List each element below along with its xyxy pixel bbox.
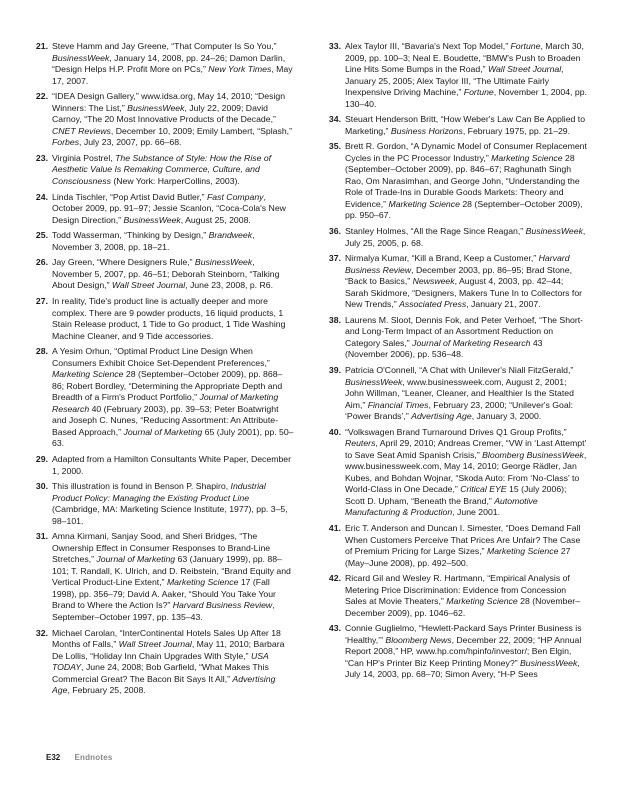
citation-text: (Cambridge, MA: Marketing Science Institute, 1977), pp. 3–5, 98–101. xyxy=(52,504,288,526)
citation-text: , October 2009, pp. 91–97; Jessie Scanlon, “Coca-Cola's New Design Direction,” xyxy=(52,191,286,225)
citation-text: , February 1975, pp. 21–29. xyxy=(462,125,571,136)
citation-source: Associated Press xyxy=(399,299,467,310)
citation-text: 65 (July 2001), pp. 50–63. xyxy=(52,426,294,449)
citation-source: The Substance of Style: How the Rise of Aesthetic Value Is Remaking Commerce, Culture, and Consciousness xyxy=(52,152,272,186)
endnote-text xyxy=(345,114,585,136)
citation-text: In reality, Tide's product line is actually deeper and more complex. There are 9 powder products, 16 liquid products, 1 Stain Release product, 1 Tide to Go product, 1 Tide Washing Machine Cleaner, and 9 Tide accessories. xyxy=(52,296,286,341)
citation-source: Financial Times xyxy=(367,399,429,410)
citation-source: Reuters xyxy=(345,438,376,449)
endnote xyxy=(319,114,587,137)
citation-source: CNET Reviews xyxy=(52,125,111,136)
citation-source: Industrial Product Policy: Managing the Existing Product Line xyxy=(52,481,266,503)
endnote xyxy=(319,253,587,311)
citation-text: Steve Hamm and Jay Greene, “That Computer Is So You,” xyxy=(52,41,277,51)
endnote xyxy=(319,315,587,361)
citation-source: Journal of Marketing Research xyxy=(412,337,531,348)
citation-source: New York Times xyxy=(208,64,272,74)
endnote-number: 21. xyxy=(35,41,48,51)
endnote xyxy=(319,141,587,222)
citation-text: , December 10, 2009; Emily Lambert, “Splash,” xyxy=(110,125,292,136)
citation-source: Critical EYE xyxy=(460,484,507,495)
left-column xyxy=(26,41,294,701)
endnote xyxy=(26,454,294,477)
citation-text: 40 (February 2003), pp. 39–53; Peter Boatwright and Joseph C. Nunes, “Reducing Assortment: An Attribute-Based Approach,” xyxy=(52,403,279,437)
citation-text: , November 1, 2004, pp. 130–40. xyxy=(345,87,587,109)
citation-text: , June 2001. xyxy=(452,507,501,518)
endnote xyxy=(26,192,294,227)
citation-source: Fast Company xyxy=(207,191,264,202)
endnote xyxy=(26,481,294,527)
citation-source: Bloomberg BusinessWeek xyxy=(482,449,584,460)
endnote-number: 38. xyxy=(328,314,341,325)
right-column xyxy=(319,41,587,685)
citation-text: , August 4, 2003, pp. 42–44; Sarah Skidmore, “Designers, Makers Tune In to Collectors for New Trends,” xyxy=(345,276,583,310)
citation-text: Patricia O'Connell, “A Chat with Unilever's Niall FitzGerald,” xyxy=(345,365,574,376)
citation-text: , January 25, 2005; Alex Taylor III, “The Ultimate Fairly Inexpensive Driving Machine,” xyxy=(345,64,564,97)
endnote-text xyxy=(52,454,291,476)
citation-text: 15 (July 2006); Scott D. Upham, “Beneath the Brand,” xyxy=(345,484,567,506)
citation-text: , January 21, 2007. xyxy=(466,299,541,310)
endnote-number: 30. xyxy=(35,481,48,492)
citation-text: , September–October 1997, pp. 135–43. xyxy=(52,600,275,622)
endnote-text xyxy=(345,523,580,568)
citation-source: Harvard Business Review xyxy=(345,253,570,275)
citation-text: , www.businessweek.com, August 2, 2001; John Willman, “Leaner, Cleaner, and Healthier Is the Stated Aim,” xyxy=(345,376,574,410)
citation-source: BusinessWeek xyxy=(345,376,403,387)
endnote-text xyxy=(52,628,284,696)
citation-text: , February 25, 2008. xyxy=(67,685,146,696)
citation-text: , May 17, 2007. xyxy=(52,64,293,86)
citation-text: Laurens M. Sloot, Dennis Fok, and Peter Verhoef, “The Short- and Long-Term Impact of an Assortment Reduction on Category Sales,” xyxy=(345,314,584,348)
endnote-number: 34. xyxy=(328,114,341,125)
citation-text: , July 22, 2009; David Carnoy, “The 20 Most Innovative Products of the Decade,” xyxy=(52,102,276,125)
endnote-number: 32. xyxy=(35,627,48,638)
citation-source: Fortune xyxy=(510,41,541,51)
citation-text: This illustration is found in Benson P. Shapiro, xyxy=(52,481,231,492)
endnote-text xyxy=(345,365,574,421)
endnote-number: 35. xyxy=(328,141,341,152)
citation-text: Steuart Henderson Britt, “How Weber's Law Can Be Applied to Marketing,” xyxy=(345,114,586,136)
page-number: E32 xyxy=(46,753,61,762)
citation-text: A Yesim Orhun, “Optimal Product Line Design When Consumers Exhibit Choice Set-Dependent Preferences,” xyxy=(52,346,270,368)
endnote-number: 31. xyxy=(35,531,48,542)
endnote xyxy=(26,531,294,623)
endnote-number: 37. xyxy=(328,253,341,264)
endnote-text xyxy=(52,153,271,186)
citation-source: Wall Street Journal xyxy=(111,280,186,291)
endnote-text xyxy=(52,192,286,225)
citation-text: Ricard Gil and Wesley R. Hartmann, “Empirical Analysis of Metering Price Discrimination: Evidence from Concession Sales at Movie Theaters,” xyxy=(345,573,570,607)
citation-text: Eric T. Anderson and Duncan I. Simester, “Does Demand Fall When Customers Perceive That Prices Are Unfair? The Case of Premium Pricing for Large Sizes,” xyxy=(345,523,581,556)
citation-text: Brett R. Gordon, “A Dynamic Model of Consumer Replacement Cycles in the PC Processor Industry,” xyxy=(345,141,587,163)
endnote-text xyxy=(52,346,293,448)
citation-source: Journal of Marketing xyxy=(123,426,203,437)
endnote-number: 25. xyxy=(35,230,48,241)
citation-source: Wall Street Journal xyxy=(487,64,562,74)
endnote xyxy=(319,523,587,569)
citation-text: 28 (September–October 2009), pp. 846–67; Raghunath Singh Rao, Om Narasimhan, and George John, “Understanding the Role of Trade-Ins in Durable Goods Markets: Theory and Evidence,” xyxy=(345,152,580,209)
endnote-text xyxy=(345,253,582,309)
citation-source: Fortune xyxy=(463,87,494,97)
endnote-number: 41. xyxy=(328,523,341,533)
endnote xyxy=(26,346,294,450)
citation-text: , March 30, 2009, pp. 100–3; Neal E. Boudette, “BMW's Push to Broaden Line Hits Some Bumps in the Road,” xyxy=(345,41,584,74)
citation-text: , April 29, 2010; Andreas Cremer, “VW in ‘Last Attempt’ to Save Seat Amid Spanish Crisis,” xyxy=(345,438,587,460)
citation-text: Nirmalya Kumar, “Kill a Brand, Keep a Customer,” xyxy=(345,253,539,264)
citation-text: Adapted from a Hamilton Consultants White Paper, December 1, 2000. xyxy=(52,454,292,476)
citation-source: Newsweek xyxy=(412,276,455,287)
endnote-number: 24. xyxy=(35,191,48,202)
citation-source: Forbes xyxy=(52,137,80,148)
endnote-text xyxy=(52,531,291,622)
endnote xyxy=(26,257,294,292)
citation-text: (New York: HarperCollins, 2003). xyxy=(110,175,240,186)
citation-source: BusinessWeek xyxy=(123,214,181,225)
endnote-number: 23. xyxy=(35,152,48,163)
citation-text: Amna Kirmani, Sanjay Sood, and Sheri Bridges, “The Ownership Effect in Consumer Responses to Brand-Line Stretches,” xyxy=(52,531,271,565)
endnote-text xyxy=(52,257,279,290)
citation-text: Alex Taylor III, “Bavaria's Next Top Model,” xyxy=(345,41,511,51)
citation-source: Bloomberg News xyxy=(385,634,452,645)
endnote-text xyxy=(52,481,288,526)
citation-text: , June 23, 2008, p. R6. xyxy=(185,280,274,291)
citation-text: Michael Carolan, “InterContinental Hotels Sales Up After 18 Months of Falls,” xyxy=(52,627,281,650)
endnote xyxy=(319,623,587,681)
citation-text: 28 (September–October 2009), pp. 868–86; Robert Bordley, “Determining the Appropriate Depth and Breadth of a Firm's Product Portfolio,” xyxy=(52,369,283,403)
citation-text: Todd Wasserman, “Thinking by Design,” xyxy=(52,230,209,241)
citation-text: , November 5, 2007, pp. 46–51; Deborah Steinborn, “Talking About Design,” xyxy=(52,257,280,291)
citation-text: , May 11, 2010; Barbara De Lollis, “Holiday Inn Chain Upgrades With Style,” xyxy=(52,639,285,661)
citation-source: Marketing Science xyxy=(446,596,518,607)
citation-text: Stanley Holmes, “All the Rage Since Reagan,” xyxy=(345,226,526,237)
citation-source: Automotive Manufacturing & Production xyxy=(345,495,538,518)
endnote-number: 40. xyxy=(328,426,341,437)
citation-text: , February 23, 2000; “Unilever's Goal: ‘Power Brands’,” xyxy=(345,399,574,422)
citation-source: Wall Street Journal xyxy=(118,639,192,650)
citation-source: Marketing Science xyxy=(388,198,460,209)
citation-source: Harvard Business Review xyxy=(172,600,273,611)
endnote-number: 28. xyxy=(35,346,48,357)
endnote-text xyxy=(52,296,285,341)
citation-source: Brandweek xyxy=(208,230,253,241)
endnote-number: 39. xyxy=(328,365,341,376)
endnote-text xyxy=(345,226,585,248)
page-footer xyxy=(46,753,113,762)
endnote-number: 36. xyxy=(328,226,341,237)
endnote xyxy=(319,226,587,249)
citation-text: , www.businessweek.com, May 14, 2010; George Rädler, Jan Kubes, and Bohdan Wojnar, “Skoda Auto: From ‘No-Class’ to World-Class in One Decade,” xyxy=(345,449,587,495)
citation-source: BusinessWeek xyxy=(520,657,578,668)
endnote-text xyxy=(345,315,583,360)
endnote xyxy=(319,573,587,619)
citation-source: Advertising Age xyxy=(52,673,276,696)
citation-text: Jay Green, “Where Designers Rule,” xyxy=(52,257,195,268)
endnote xyxy=(26,41,294,87)
citation-text: “Volkswagen Brand Turnaround Drives Q1 Group Profits,” xyxy=(345,426,567,437)
endnote-number: 42. xyxy=(328,573,341,584)
endnote-text xyxy=(345,573,580,618)
endnote xyxy=(26,628,294,697)
citation-text: , June 24, 2008; Bob Garfield, “What Makes This Commercial Great? The Bacon Bit Says It All,” xyxy=(52,662,269,684)
endnote-number: 26. xyxy=(35,257,48,268)
endnote xyxy=(26,230,294,253)
citation-text: 28 (September–October 2009), pp. 950–67. xyxy=(345,198,583,221)
section-label: Endnotes xyxy=(74,753,113,762)
citation-text: 63 (January 1999), pp. 88–101; T. Randall, K. Ulrich, and D. Reibstein, “Brand Equity and Vertical Product-Line Extent,” xyxy=(52,554,291,588)
citation-source: BusinessWeek xyxy=(194,257,253,268)
citation-text: , December 2003, pp. 86–95; Brad Stone, “Back to Basics,” xyxy=(345,264,572,287)
citation-source: Journal of Marketing Research xyxy=(52,392,279,414)
citation-text: Linda Tischler, “Pop Artist David Butler,” xyxy=(52,191,207,202)
citation-text: , January 3, 2000. xyxy=(471,411,542,422)
citation-source: Journal of Marketing xyxy=(96,554,176,565)
endnote-text xyxy=(345,427,586,518)
endnote-number: 22. xyxy=(35,91,48,102)
citation-text: , August 25, 2008. xyxy=(180,214,251,225)
endnote-text xyxy=(52,41,293,86)
citation-text: , January 14, 2008, pp. 24–26; Damon Darlin, “Design Helps H.P. Profit More on PCs,” xyxy=(52,52,286,74)
endnote-text xyxy=(52,91,292,147)
endnote-text xyxy=(345,623,582,679)
citation-text: , November 3, 2008, pp. 18–21. xyxy=(52,230,255,252)
citation-source: Marketing Science xyxy=(166,577,239,588)
citation-source: Business Horizons xyxy=(390,125,463,136)
citation-source: Advertising Age xyxy=(411,411,472,422)
endnote-number: 29. xyxy=(35,454,48,464)
endnote xyxy=(319,365,587,423)
citation-source: Marketing Science xyxy=(52,369,124,380)
citation-text: , July 23, 2007, pp. 66–68. xyxy=(79,137,182,148)
citation-source: USA TODAY xyxy=(52,650,269,673)
citation-text: Connie Guglielmo, “Hewlett-Packard Says Printer Business is ‘Healthy,’” xyxy=(345,623,582,645)
endnote xyxy=(26,91,294,149)
citation-text: 28 (November–December 2009), pp. 1046–62. xyxy=(345,596,581,618)
endnote-number: 33. xyxy=(328,41,341,51)
citation-source: Marketing Science xyxy=(491,152,563,163)
citation-source: BusinessWeek xyxy=(127,102,185,113)
citation-text: 17 (Fall 1998), pp. 356–79; David A. Aaker, “Should You Take Your Brand to Where the Action Is?” xyxy=(52,577,276,611)
endnote-text xyxy=(52,230,254,252)
citation-text: , December 22, 2009; “HP Annual Report 2008,” HP, www.hp.com/hpinfo/investor/; Ben Elgin, “Can HP's Printer Biz Keep Printing Money?” xyxy=(345,634,582,668)
citation-source: BusinessWeek xyxy=(525,226,583,237)
endnote xyxy=(319,41,587,110)
citation-text: “IDEA Design Gallery,” www.idsa.org, May 14, 2010; “Design Winners: The List,” xyxy=(52,91,286,113)
endnote-number: 43. xyxy=(328,623,341,634)
citation-source: BusinessWeek xyxy=(52,52,110,63)
endnote xyxy=(319,427,587,519)
citation-text: Virginia Postrel, xyxy=(52,152,116,163)
endnote-text xyxy=(345,141,587,220)
citation-source: Marketing Science xyxy=(486,546,559,556)
citation-text: , July 25, 2005, p. 68. xyxy=(345,226,586,248)
citation-text: 43 (November 2006), pp. 536–48. xyxy=(345,337,543,360)
citation-text: , July 14, 2003, pp. 68–70; Simon Avery, “H-P Sees xyxy=(345,657,580,680)
endnote xyxy=(26,153,294,188)
endnote xyxy=(26,296,294,342)
citation-text: 27 (May–June 2008), pp. 492–500. xyxy=(345,546,571,568)
endnote-number: 27. xyxy=(35,296,48,307)
endnote-text xyxy=(345,41,587,109)
